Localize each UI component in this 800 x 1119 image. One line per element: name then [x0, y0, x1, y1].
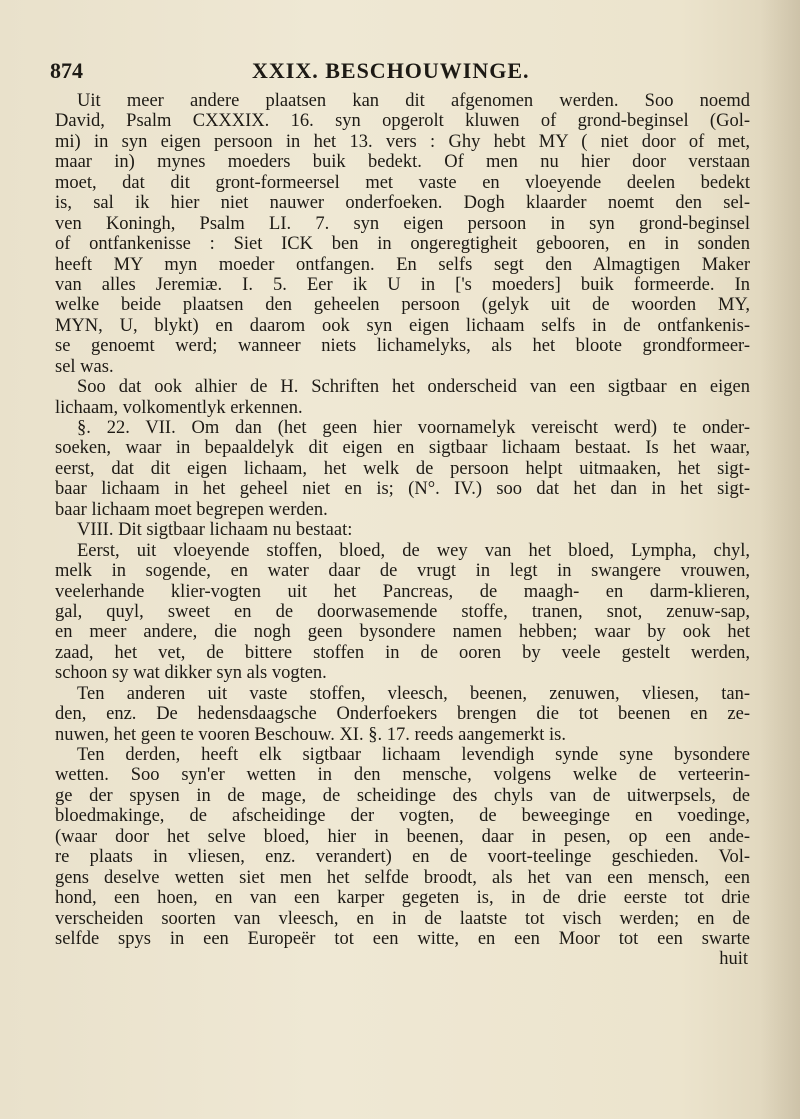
text-line: melk in sogende, en water daar de vrugt in legt in swangere vrouwen,: [55, 561, 750, 582]
text-line: Eerst, uit vloeyende stoffen, bloed, de wey van het bloed, Lympha, chyl,: [77, 540, 750, 561]
text-line: verscheiden soorten van vleesch, en in de laatste tot visch werden; en de: [55, 908, 750, 929]
text-line: of ontfankenisse : Siet ICK ben in ongeregtigheit gebooren, en in sonden: [55, 234, 750, 255]
text-line: nuwen, het geen te vooren Beschouw. XI. §. 17. reeds aangemerkt is.: [55, 724, 566, 745]
text-line: se genoemt werd; wanneer niets lichamelyks, als het bloote grondformeer-: [55, 336, 750, 357]
running-head: XXIX. BESCHOUWINGE.: [252, 58, 530, 83]
text-line: Ten derden, heeft elk sigtbaar lichaam levendigh synde syne bysondere: [77, 745, 750, 765]
text-line: maar in) mynes moeders buik bedekt. Of men nu hier door verstaan: [55, 152, 750, 173]
catchword: huit: [719, 949, 748, 970]
text-line: hond, een hoen, en van een karper gegeten is, in de drie eerste tot drie: [55, 888, 750, 909]
text-line: heeft MY myn moeder ontfangen. En selfs segt den Almagtigen Maker: [55, 254, 750, 275]
text-line: soeken, waar in bepaaldelyk dit eigen en sigtbaar lichaam bestaat. Is het waar,: [55, 438, 750, 459]
text-line: en meer andere, die nogh geen bysondere namen hebben; waar by ook het: [55, 622, 750, 643]
text-line: Soo dat ook alhier de H. Schriften het onderscheid van een sigtbaar en eigen: [77, 377, 750, 398]
text-line: ven Koningh, Psalm LI. 7. syn eigen persoon in syn grond-beginsel: [55, 213, 750, 234]
text-line: veelerhande klier-vogten uit het Pancreas, de maagh- en darm-klieren,: [55, 581, 750, 602]
text-line: ge der spysen in de mage, de scheidinge des chyls van de uitwerpsels, de: [55, 785, 750, 806]
page-header: [50, 58, 750, 88]
text-line: baar lichaam in het geheel niet en is; (N°. IV.) soo dat het dan in het sigt-: [55, 479, 750, 500]
text-line: VIII. Dit sigtbaar lichaam nu bestaat:: [77, 520, 353, 541]
text-line: gal, quyl, sweet en de doorwasemende stoffe, tranen, snot, zenuw-sap,: [55, 601, 750, 622]
body-text: [55, 91, 750, 970]
text-line: eerst, dat dit eigen lichaam, het welk de persoon helpt uitmaaken, het sigt-: [55, 458, 750, 479]
text-line: Ten anderen uit vaste stoffen, vleesch, beenen, zenuwen, vliesen, tan-: [77, 683, 750, 704]
text-line: selfde spys in een Europeër tot een witte, en een Moor tot een swarte: [55, 928, 750, 949]
text-line: welke beide plaatsen den geheelen persoon (gelyk uit de woorden MY,: [55, 295, 750, 316]
text-line: moet, dat dit gront-formeersel met vaste en vloeyende deelen bedekt: [55, 172, 750, 193]
text-line: (waar door het selve bloed, hier in beenen, daar in pesen, op een ande-: [55, 826, 750, 847]
text-line: Uit meer andere plaatsen kan dit afgenomen werden. Soo noemd: [77, 91, 750, 111]
text-line: sel was.: [55, 356, 114, 377]
text-line: wetten. Soo syn'er wetten in den mensche, volgens welke de verteerin-: [55, 765, 750, 786]
text-line: baar lichaam moet begrepen werden.: [55, 499, 328, 520]
text-line: re plaats in vliesen, enz. verandert) en de voort-teelinge geschieden. Vol-: [55, 847, 750, 868]
text-line: gens deselve wetten siet men het selfde broodt, als het van een mensch, een: [55, 867, 750, 888]
text-line: van alles Jeremiæ. I. 5. Eer ik U in ['s moeders] buik formeerde. In: [55, 274, 750, 295]
text-line: lichaam, volkomentlyk erkennen.: [55, 397, 303, 418]
text-line: schoon sy wat dikker syn als vogten.: [55, 663, 327, 684]
text-line: bloedmakinge, de afscheidinge der vogten, de beweeginge en voedinge,: [55, 806, 750, 827]
text-line: zaad, het vet, de bittere stoffen in de ooren by veele gestelt werden,: [55, 642, 750, 663]
text-line: is, sal ik hier niet nauwer onderfoeken. Dogh klaarder noemt den sel-: [55, 193, 750, 214]
page-number: 874: [50, 58, 83, 83]
text-line: den, enz. De hedensdaagsche Onderfoekers brengen die tot beenen en ze-: [55, 704, 750, 725]
page-edge-shadow: [760, 0, 800, 1119]
text-line: MYN, U, blykt) en daarom ook syn eigen lichaam selfs in de ontfankenis-: [55, 315, 750, 336]
text-line: mi) in syn eigen persoon in het 13. vers : Ghy hebt MY ( niet door of met,: [55, 131, 750, 152]
text-line: David, Psalm CXXXIX. 16. syn opgerolt kluwen of grond-beginsel (Gol-: [55, 111, 750, 132]
text-line: §. 22. VII. Om dan (het geen hier voornamelyk vereischt werd) te onder-: [77, 418, 750, 438]
